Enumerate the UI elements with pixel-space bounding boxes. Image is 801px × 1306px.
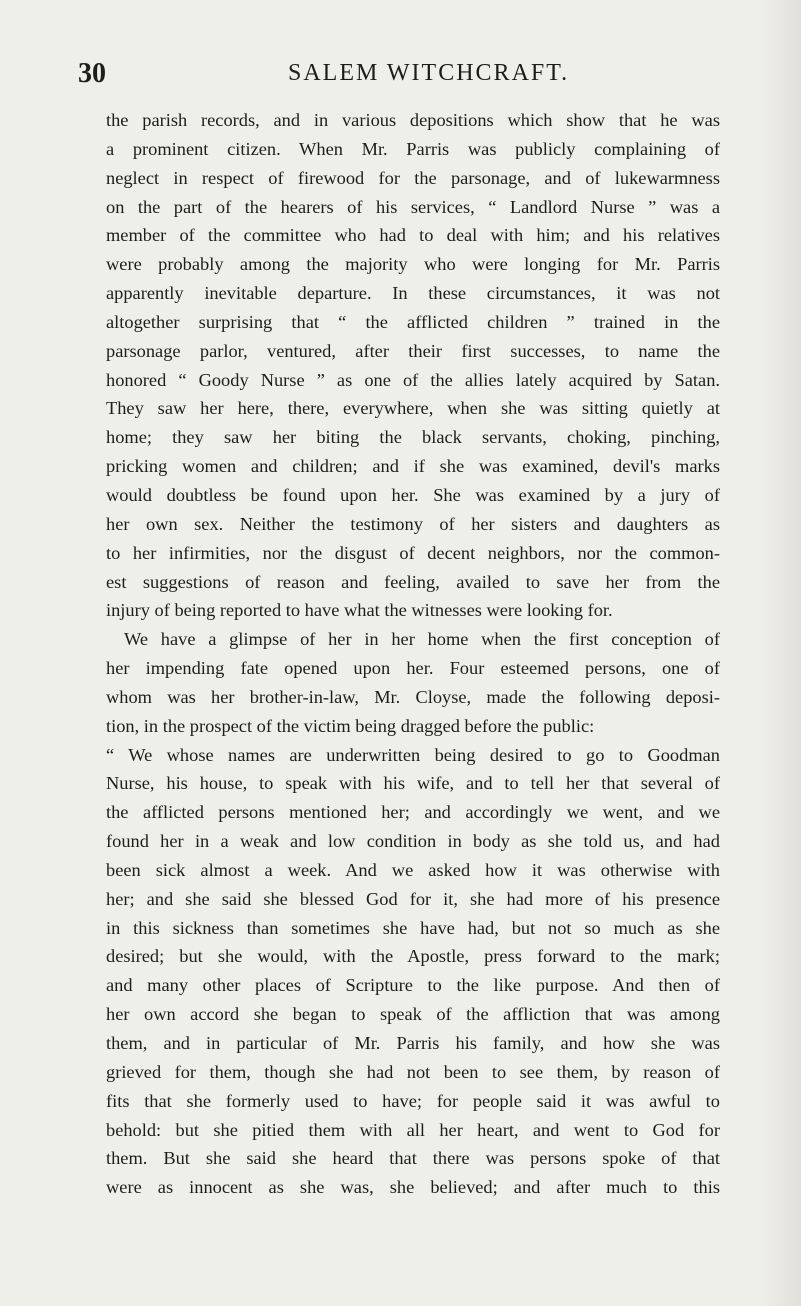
text-line: tion, in the prospect of the victim being dragged before the public: <box>106 715 595 736</box>
text-line: the parish records, and in various depositions which show that he was <box>106 110 720 130</box>
text-line: her own accord she began to speak of the affliction that was among <box>106 1004 720 1025</box>
text-line: her impending fate opened upon her. Four esteemed persons, one of <box>106 658 720 679</box>
text-line: pricking women and children; and if she was examined, devil's marks <box>106 456 720 477</box>
text-line: honored “ Goody Nurse ” as one of the allies lately acquired by Satan. <box>106 369 720 390</box>
text-line: home; they saw her biting the black servants, choking, pinching, <box>106 427 720 448</box>
running-title: SALEM WITCHCRAFT. <box>288 60 570 86</box>
text-line: would doubtless be found upon her. She was examined by a jury of <box>106 484 720 505</box>
text-line: neglect in respect of firewood for the parsonage, and of lukewarmness <box>106 167 720 188</box>
text-line: them. But she said she heard that there was persons spoke of that <box>106 1148 720 1169</box>
text-line: est suggestions of reason and feeling, availed to save her from the <box>106 571 720 592</box>
page-edge-shadow <box>761 0 801 1306</box>
text-line: We have a glimpse of her in her home when the first conception of <box>124 629 720 650</box>
text-line: member of the committee who had to deal with him; and his relatives <box>106 225 720 246</box>
text-line: been sick almost a week. And we asked how it was otherwise with <box>106 859 720 880</box>
text-line: to her infirmities, nor the disgust of decent neighbors, nor the common- <box>106 542 720 563</box>
text-line: grieved for them, though she had not been to see them, by reason of <box>106 1061 720 1082</box>
text-line: found her in a weak and low condition in body as she told us, and had <box>106 831 720 852</box>
text-line: apparently inevitable departure. In these circumstances, it was not <box>106 283 720 304</box>
text-line: her own sex. Neither the testimony of her sisters and daughters as <box>106 513 720 534</box>
text-line: behold: but she pitied them with all her heart, and went to God for <box>106 1119 720 1140</box>
text-line: Nurse, his house, to speak with his wife, and to tell her that several of <box>106 773 720 794</box>
text-line: “ We whose names are underwritten being desired to go to Goodman <box>106 744 720 765</box>
text-line: in this sickness than sometimes she have had, but not so much as she <box>106 917 720 938</box>
page-number: 30 <box>78 58 106 89</box>
text-line: altogether surprising that “ the afflicted children ” trained in the <box>106 311 720 332</box>
text-line: were probably among the majority who were longing for Mr. Parris <box>106 254 720 275</box>
text-line: her; and she said she blessed God for it, she had more of his presence <box>106 888 720 909</box>
text-line: were as innocent as she was, she believed; and after much to this <box>106 1177 720 1198</box>
body-text <box>106 106 720 1202</box>
text-line: injury of being reported to have what the witnesses were looking for. <box>106 600 613 621</box>
text-line: them, and in particular of Mr. Parris his family, and how she was <box>106 1033 720 1053</box>
text-line: whom was her brother-in-law, Mr. Cloyse, made the following deposi- <box>106 686 720 707</box>
page-header <box>78 58 718 92</box>
text-line: a prominent citizen. When Mr. Parris was publicly complaining of <box>106 138 720 159</box>
text-line: the afflicted persons mentioned her; and accordingly we went, and we <box>106 802 720 823</box>
text-line: fits that she formerly used to have; for people said it was awful to <box>106 1090 720 1111</box>
text-line: parsonage parlor, ventured, after their first successes, to name the <box>106 340 720 361</box>
text-line: on the part of the hearers of his services, “ Landlord Nurse ” was a <box>106 196 720 217</box>
text-line: and many other places of Scripture to the like purpose. And then of <box>106 975 720 996</box>
text-line: They saw her here, there, everywhere, when she was sitting quietly at <box>106 398 720 419</box>
text-line: desired; but she would, with the Apostle, press forward to the mark; <box>106 946 720 967</box>
